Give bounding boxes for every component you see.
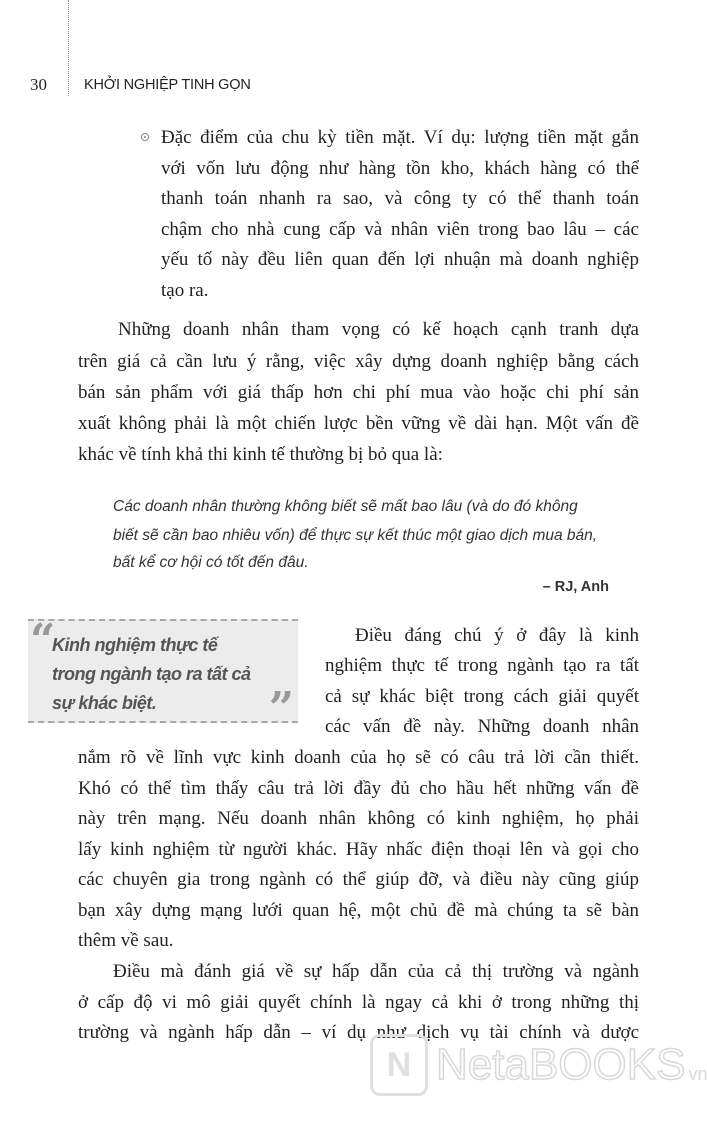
open-quote-icon: “ — [30, 615, 56, 666]
netabooks-watermark — [370, 1035, 707, 1095]
paragraph-line: lấy kinh nghiệm từ người khác. Hãy nhấc điện thoại lên và gọi cho — [78, 839, 639, 860]
paragraph-line: ở cấp độ vi mô giải quyết chính là ngay cả khi ở trong những thị — [78, 992, 639, 1013]
bullet-line: yếu tố này đều liên quan đến lợi nhuận mà doanh nghiệp — [161, 249, 639, 270]
pullquote-box — [28, 615, 298, 734]
paragraph-line: bạn xây dựng mạng lưới quan hệ, một chủ đề mà chúng ta sẽ bàn — [78, 900, 639, 921]
paragraph-line: bán sản phẩm với giá thấp hơn chi phí mua vào hoặc chi phí sản — [78, 382, 639, 403]
paragraph-line: thêm về sau. — [78, 930, 174, 951]
bullet-line: chậm cho nhà cung cấp và nhân viên trong bao lâu – các — [161, 219, 639, 240]
pullquote-line: Kinh nghiệm thực tế — [52, 635, 218, 655]
quote-line: bất kể cơ hội có tốt đến đâu. — [113, 554, 309, 571]
paragraph-line: nghiệm thực tế trong ngành tạo ra tất — [325, 655, 639, 676]
header-divider — [68, 0, 69, 96]
quote-line: Các doanh nhân thường không biết sẽ mất bao lâu (và do đó không — [113, 498, 578, 515]
running-title: KHỞI NGHIỆP TINH GỌN — [84, 77, 251, 93]
close-quote-icon: ” — [268, 683, 294, 734]
paragraph-line: này trên mạng. Nếu doanh nhân không có kinh nghiệm, họ phải — [78, 808, 639, 829]
netabooks-logo-icon: N — [370, 1034, 428, 1096]
pullquote-line: trong ngành tạo ra tất cả — [52, 664, 251, 684]
paragraph-line: Khó có thể tìm thấy câu trả lời đầy đủ cho hầu hết những vấn đề — [78, 778, 639, 799]
bullet-line: tạo ra. — [161, 280, 209, 301]
paragraph-line: Những doanh nhân tham vọng có kế hoạch cạnh tranh dựa — [118, 319, 639, 340]
bullet-line: thanh toán nhanh ra sao, và công ty có thể thanh toán — [161, 188, 639, 209]
watermark-suffix: vn — [688, 1063, 707, 1084]
quote-attribution: – RJ, Anh — [542, 579, 609, 595]
pullquote-line: sự khác biệt. — [52, 693, 157, 713]
paragraph-line: trường và ngành hấp dẫn – ví dụ như dịch vụ tài chính và dược — [78, 1022, 639, 1043]
paragraph-line: nắm rõ về lĩnh vực kinh doanh của họ sẽ có câu trả lời cần thiết. — [78, 747, 639, 768]
paragraph-line: khác về tính khả thi kinh tế thường bị bỏ qua là: — [78, 444, 443, 465]
paragraph-line: trên giá cả cần lưu ý rằng, việc xây dựng doanh nghiệp bằng cách — [78, 351, 639, 372]
paragraph-line: Điều mà đánh giá về sự hấp dẫn của cả thị trường và ngành — [113, 961, 639, 982]
bullet-line: Đặc điểm của chu kỳ tiền mặt. Ví dụ: lượng tiền mặt gắn — [161, 127, 639, 148]
watermark-brand: NetaBOOKS — [436, 1040, 686, 1089]
paragraph-line: Điều đáng chú ý ở đây là kinh — [355, 625, 639, 646]
circle-bullet-icon — [141, 133, 149, 141]
paragraph-line: các chuyên gia trong ngành có thể giúp đỡ, và điều này cũng giúp — [78, 869, 639, 890]
paragraph-line: các vấn đề này. Những doanh nhân — [325, 716, 639, 737]
paragraph-line: cả sự khác biệt trong cách giải quyết — [325, 686, 639, 707]
bullet-line: với vốn lưu động như hàng tồn kho, khách hàng có thể — [161, 158, 639, 179]
page-number: 30 — [30, 75, 47, 94]
quote-line: biết sẽ cần bao nhiêu vốn) để thực sự kết thúc một giao dịch mua bán, — [113, 527, 598, 544]
paragraph-line: xuất không phải là một chiến lược bền vững về dài hạn. Một vấn đề — [78, 413, 639, 434]
